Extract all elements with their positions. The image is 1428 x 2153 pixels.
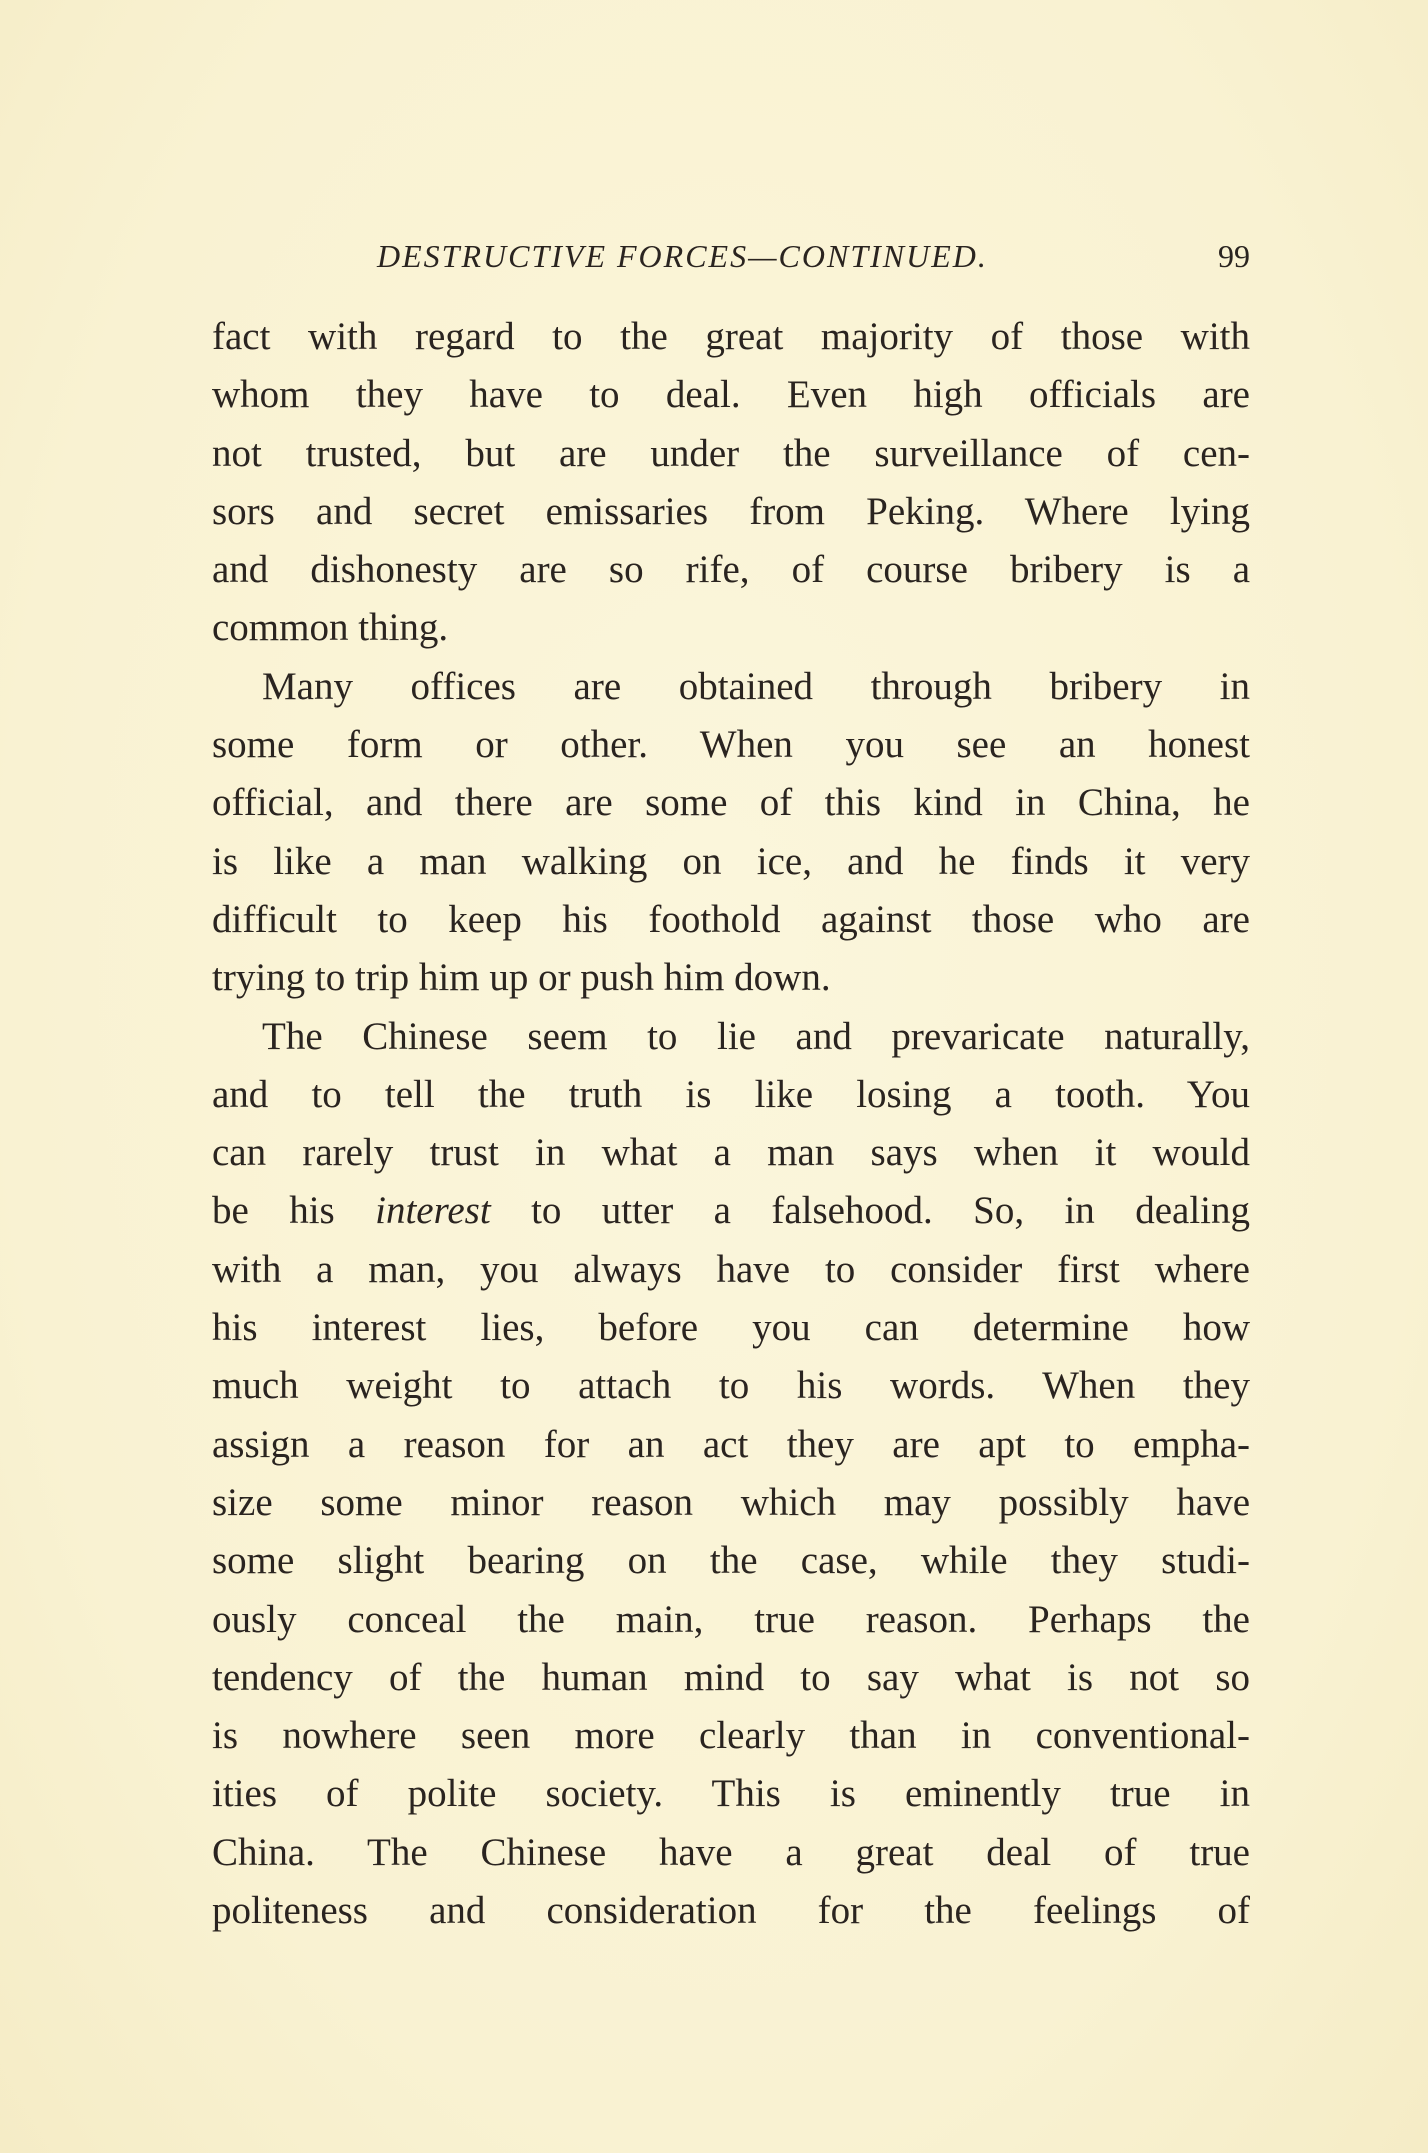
text-segment: to utter a falsehood. So, in dealing: [490, 1189, 1250, 1233]
text-line: common thing.: [212, 606, 449, 650]
text-line: ities of polite society. This is eminently true in: [212, 1772, 1250, 1816]
text-line: with a man, you always have to consider first where: [212, 1247, 1250, 1291]
text-line: not trusted, but are under the surveillance of cen-: [212, 431, 1250, 475]
text-line: Many offices are obtained through bribery in: [262, 664, 1250, 708]
text-line: size some minor reason which may possibly have: [212, 1480, 1250, 1524]
text-line: trying to trip him up or push him down.: [212, 956, 831, 1000]
text-line: sors and secret emissaries from Peking. Where lying: [212, 489, 1250, 533]
text-line: The Chinese seem to lie and prevaricate naturally,: [262, 1014, 1250, 1058]
text-line: fact with regard to the great majority of those with: [212, 315, 1250, 358]
text-line: his interest lies, before you can determine how: [212, 1306, 1250, 1350]
italic-word: interest: [375, 1189, 491, 1233]
text-line: is nowhere seen more clearly than in conventional-: [212, 1714, 1250, 1758]
text-line: ously conceal the main, true reason. Perhaps the: [212, 1597, 1250, 1641]
text-line: China. The Chinese have a great deal of true: [212, 1830, 1250, 1874]
text-line-with-italic: [212, 1182, 1250, 1240]
text-line: whom they have to deal. Even high officials are: [212, 373, 1250, 417]
text-line: and dishonesty are so rife, of course bribery is a: [212, 548, 1250, 592]
text-line: politeness and consideration for the feelings of: [212, 1889, 1250, 1933]
page-number: 99: [1218, 238, 1250, 274]
text-line: official, and there are some of this kind in China, he: [212, 781, 1250, 825]
running-title: DESTRUCTIVE FORCES—CONTINUED.: [377, 238, 988, 274]
text-line: assign a reason for an act they are apt to empha-: [212, 1422, 1250, 1466]
text-line: much weight to attach to his words. When they: [212, 1364, 1250, 1408]
text-line: some slight bearing on the case, while they studi-: [212, 1539, 1250, 1583]
text-line: is like a man walking on ice, and he finds it very: [212, 839, 1250, 883]
text-segment: be his: [212, 1189, 376, 1233]
text-line: some form or other. When you see an honest: [212, 723, 1250, 767]
text-line: can rarely trust in what a man says when it would: [212, 1131, 1250, 1175]
body-text: [212, 308, 1250, 1940]
text-line: difficult to keep his foothold against those who are: [212, 897, 1250, 941]
text-line: tendency of the human mind to say what is not so: [212, 1655, 1250, 1699]
text-line: and to tell the truth is like losing a tooth. You: [212, 1072, 1250, 1116]
running-head: [212, 238, 1250, 278]
